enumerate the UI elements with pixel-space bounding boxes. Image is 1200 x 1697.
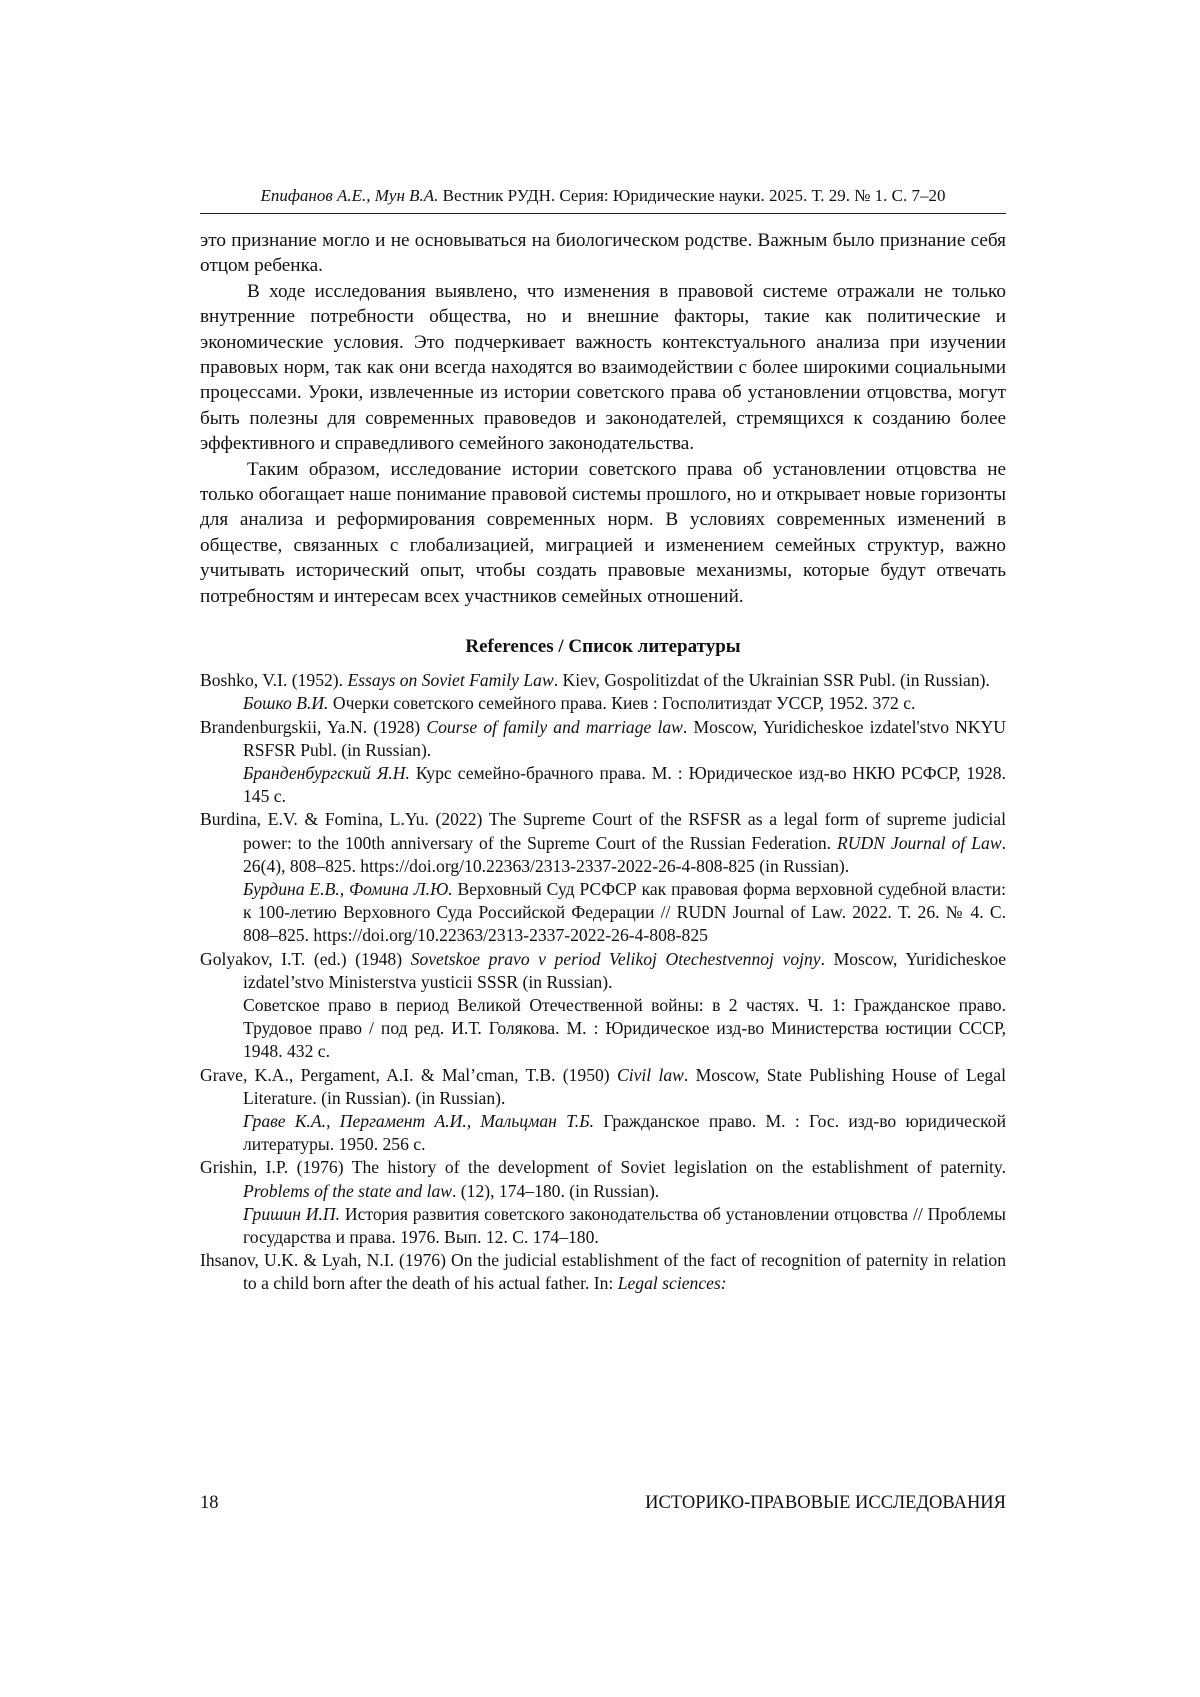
reference-en: Burdina, E.V. & Fomina, L.Yu. (2022) The Supreme Court of the RSFSR as a legal form of supreme judicial power: to the 100th anniversary of the Supreme Court of the Russian Federation. RUDN Journal of Law. 26(4), 808–825. https://doi.org/10.22363/2313-2337-2022-26-4-808-825 (in Russian). [200,808,1006,878]
references-heading: References / Список литературы [200,635,1006,659]
body-paragraph: В ходе исследования выявлено, что изменения в правовой системе отражали не только внутренние потребности общества, но и внешние факторы, такие как политические и экономические условия. Это подчеркивает важность контекстуального анализа при изучении правовых норм, так как они всегда находятся во взаимодействии с более широкими социальными процессами. Уроки, извлеченные из истории советского права об установлении отцовства, могут быть полезны для современных правоведов и законодателей, стремящихся к созданию более эффективного и справедливого семейного законодательства. [200,279,1006,457]
reference-en: Grave, K.A., Pergament, A.I. & Mal’cman, T.B. (1950) Civil law. Moscow, State Publishing House of Legal Literature. (in Russian). (in Russian). [200,1064,1006,1110]
article-body [200,228,1006,609]
header-authors: Епифанов А.Е., Мун В.А. [260,186,438,205]
reference-en: Golyakov, I.T. (ed.) (1948) Sovetskoe pravo v period Velikoj Otechestvennoj vojny. Moscow, Yuridicheskoe izdatel’stvo Ministerstva yusticii SSSR (in Russian). [200,948,1006,994]
reference-ru: Бошко В.И. Очерки советского семейного права. Киев : Госполитиздат УССР, 1952. 372 с. [200,692,1006,715]
reference-en: Boshko, V.I. (1952). Essays on Soviet Family Law. Kiev, Gospolitizdat of the Ukrainian SSR Publ. (in Russian). [200,669,1006,692]
page-content [200,185,1006,1296]
reference-entry [200,669,1006,715]
reference-ru: Гришин И.П. История развития советского законодательства об установлении отцовства // Проблемы государства и права. 1976. Вып. 12. С. 174–180. [200,1203,1006,1249]
reference-entry [200,1249,1006,1295]
running-head [200,185,1006,214]
reference-entry [200,1156,1006,1249]
references-list [200,669,1006,1295]
body-paragraph: это признание могло и не основываться на биологическом родстве. Важным было признание себя отцом ребенка. [200,228,1006,279]
reference-en: Grishin, I.P. (1976) The history of the development of Soviet legislation on the establishment of paternity. Problems of the state and law. (12), 174–180. (in Russian). [200,1156,1006,1202]
reference-entry [200,1064,1006,1157]
page-number: 18 [200,1491,219,1515]
reference-ru: Бурдина Е.В., Фомина Л.Ю. Верховный Суд РСФСР как правовая форма верховной судебной власти: к 100-летию Верховного Суда Российской Федерации // RUDN Journal of Law. 2022. Т. 26. № 4. С. 808–825. https://doi.org/10.22363/2313-2337-2022-26-4-808-825 [200,878,1006,948]
body-paragraph: Таким образом, исследование истории советского права об установлении отцовства не только обогащает наше понимание правовой системы прошлого, но и открывает новые горизонты для анализа и реформирования современных норм. В условиях современных изменений в обществе, связанных с глобализацией, миграцией и изменением семейных структур, важно учитывать исторический опыт, чтобы создать правовые механизмы, которые будут отвечать потребностям и интересам всех участников семейных отношений. [200,457,1006,609]
reference-entry [200,808,1006,947]
reference-ru: Советское право в период Великой Отечественной войны: в 2 частях. Ч. 1: Гражданское право. Трудовое право / под ред. И.Т. Голякова. М. : Юридическое изд-во Министерства юстиции СССР, 1948. 432 с. [200,994,1006,1064]
section-title: ИСТОРИКО-ПРАВОВЫЕ ИССЛЕДОВАНИЯ [645,1491,1006,1515]
reference-en: Ihsanov, U.K. & Lyah, N.I. (1976) On the judicial establishment of the fact of recognition of paternity in relation to a child born after the death of his actual father. In: Legal sciences: [200,1249,1006,1295]
reference-entry [200,716,1006,809]
reference-en: Brandenburgskii, Ya.N. (1928) Course of family and marriage law. Moscow, Yuridicheskoe izdatel'stvo NKYU RSFSR Publ. (in Russian). [200,716,1006,762]
reference-entry [200,948,1006,1064]
header-journal: Вестник РУДН. Серия: Юридические науки. 2025. Т. 29. № 1. С. 7–20 [443,186,946,205]
reference-ru: Бранденбургский Я.Н. Курс семейно-брачного права. М. : Юридическое изд-во НКЮ РСФСР, 1928. 145 с. [200,762,1006,808]
reference-ru: Граве К.А., Пергамент А.И., Мальцман Т.Б. Гражданское право. М. : Гос. изд-во юридической литературы. 1950. 256 с. [200,1110,1006,1156]
